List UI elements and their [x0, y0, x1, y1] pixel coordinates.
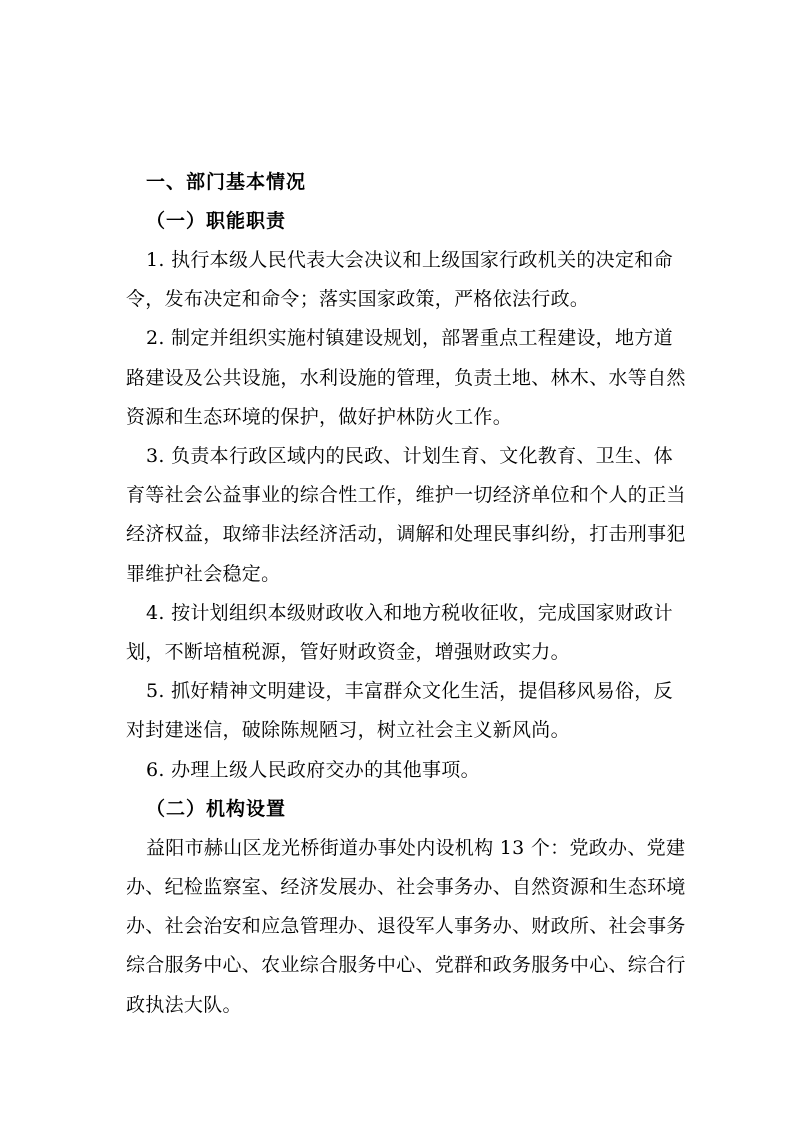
function-item [126, 594, 686, 672]
paragraph-line: 4. 按计划组织本级财政收入和地方税收征收，完成国家财政计 [146, 601, 673, 624]
paragraph-line: 办、社会治安和应急管理办、退役军人事务办、财政所、社会事务 [126, 915, 686, 938]
section-heading-basic-info: 一、部门基本情况 [146, 171, 307, 193]
function-item [126, 241, 686, 319]
function-item [126, 437, 686, 594]
paragraph-line: 罪维护社会稳定。 [126, 562, 281, 585]
function-item [126, 672, 686, 750]
paragraph-line: 对封建迷信，破除陈规陋习，树立社会主义新风尚。 [126, 719, 570, 742]
paragraph-line: 资源和生态环境的保护，做好护林防火工作。 [126, 405, 513, 428]
paragraph-line: 办、纪检监察室、经济发展办、社会事务办、自然资源和生态环境 [126, 876, 686, 899]
paragraph-line: 2. 制定并组织实施村镇建设规划，部署重点工程建设，地方道 [146, 327, 673, 350]
function-item [126, 319, 686, 437]
paragraph-line: 划，不断培植税源，管好财政资金，增强财政实力。 [126, 641, 570, 664]
paragraph-line: 1. 执行本级人民代表大会决议和上级国家行政机关的决定和命 [146, 249, 673, 271]
paragraph-line: 6. 办理上级人民政府交办的其他事项。 [146, 758, 480, 781]
function-item [126, 751, 686, 790]
paragraph-line: 3. 负责本行政区域内的民政、计划生育、文化教育、卫生、体 [146, 445, 673, 468]
paragraph-line: 5. 抓好精神文明建设，丰富群众文化生活，提倡移风易俗，反 [146, 680, 673, 703]
organization-paragraph [126, 829, 686, 1025]
paragraph-line: 经济权益，取缔非法经济活动，调解和处理民事纠纷，打击刑事犯 [126, 523, 686, 546]
paragraph-line: 益阳市赫山区龙光桥街道办事处内设机构 13 个：党政办、党建 [146, 836, 686, 859]
subsection-heading-organization: （二）机构设置 [146, 797, 287, 820]
functions-list [126, 241, 686, 790]
paragraph-line: 令，发布决定和命令；落实国家政策，严格依法行政。 [126, 288, 590, 311]
paragraph-line: 综合服务中心、农业综合服务中心、党群和政务服务中心、综合行 [126, 954, 686, 977]
subsection-heading-functions: （一）职能职责 [146, 210, 287, 232]
paragraph-line: 政执法大队。 [126, 993, 242, 1016]
paragraph-line: 育等社会公益事业的综合性工作，维护一切经济单位和个人的正当 [126, 484, 686, 507]
document-body [126, 163, 686, 1025]
paragraph-line: 路建设及公共设施，水利设施的管理，负责土地、林木、水等自然 [126, 366, 686, 389]
